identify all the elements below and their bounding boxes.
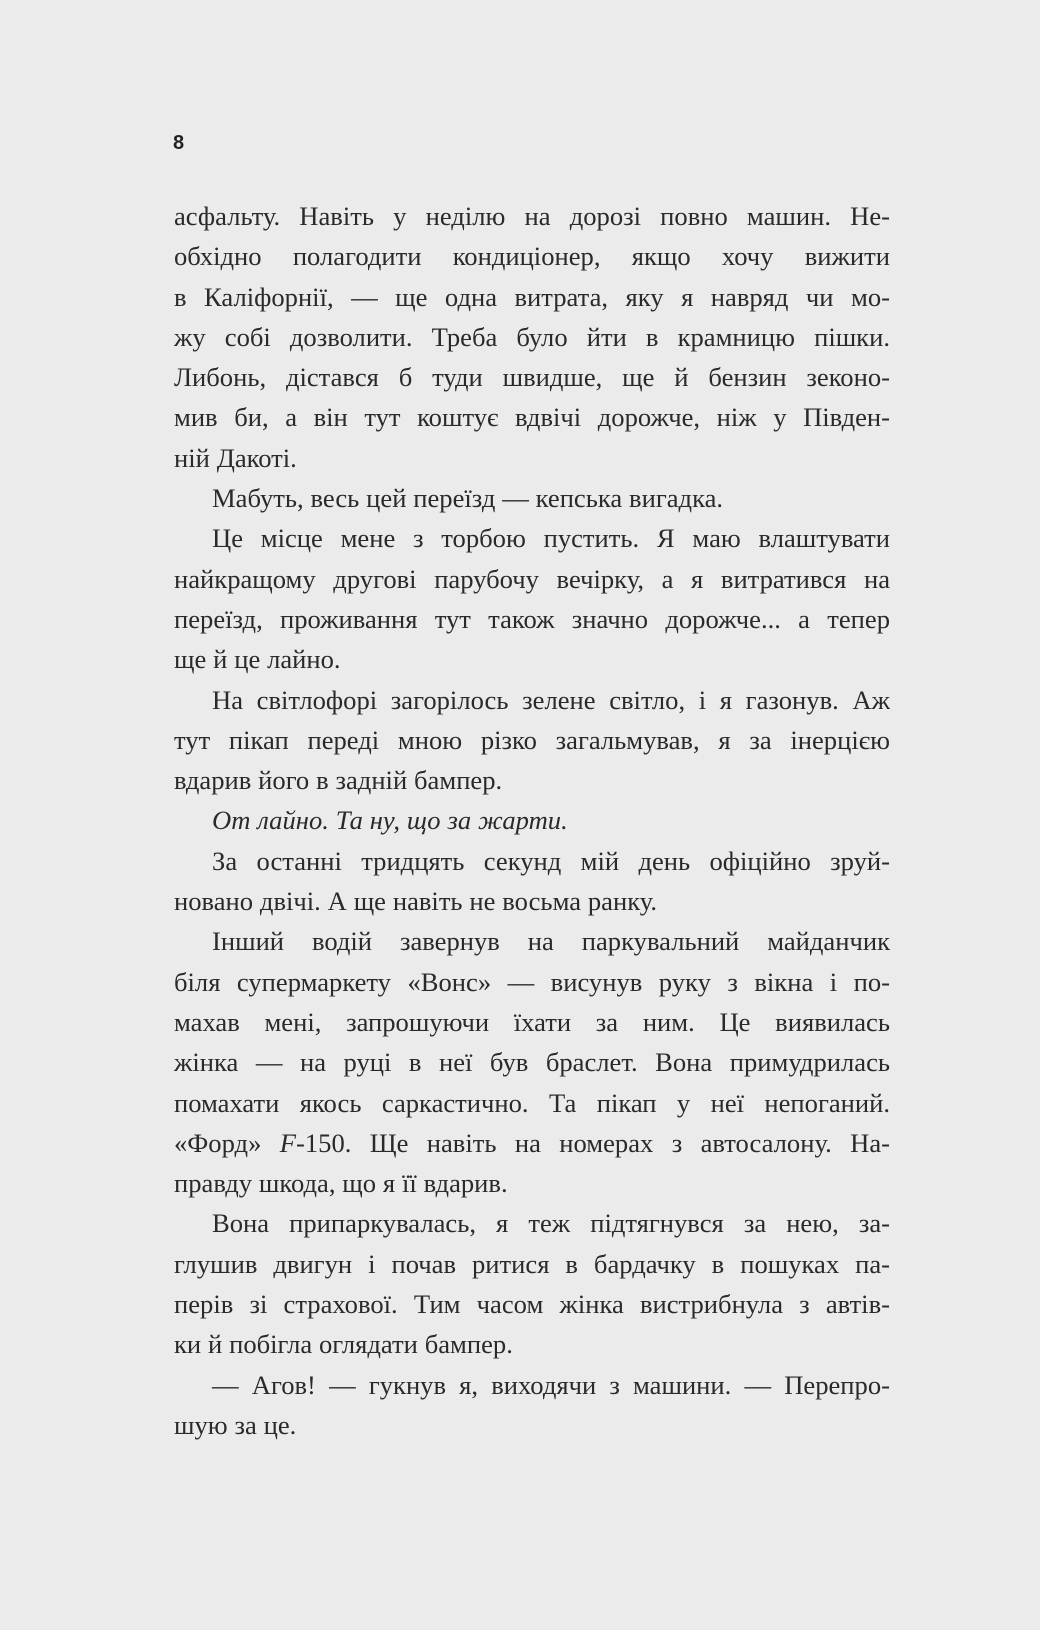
- text-line: За останні тридцять секунд мій день офіційно зруй-: [212, 845, 890, 876]
- paragraph: [174, 478, 890, 518]
- text-line: асфальту. Навіть у неділю на дорозі повно машин. Не-: [174, 201, 890, 231]
- paragraph: [174, 921, 890, 1203]
- text-line: тут пікап переді мною різко загальмував, я за інерцією: [174, 724, 890, 755]
- text-line: в Каліфорнії, — ще одна витрата, яку я навряд чи мо-: [174, 281, 890, 312]
- text-line: обхідно полагодити кондиціонер, якщо хочу вижити: [174, 241, 890, 272]
- paragraph: [174, 518, 890, 679]
- paragraph: [174, 680, 890, 801]
- text-line: жу собі дозволити. Треба було йти в крамницю пішки.: [174, 321, 890, 352]
- text-line: — Агов! — гукнув я, виходячи з машини. — Перепро-: [212, 1369, 890, 1400]
- text-line: Мабуть, весь цей переїзд — кепська вигадка.: [212, 483, 724, 514]
- text-line: вдарив його в задній бампер.: [174, 765, 503, 796]
- text-line: помахати якось саркастично. Та пікап у неї непоганий.: [174, 1087, 890, 1118]
- text-line: перів зі страхової. Тим часом жінка вистрибнула з автів-: [174, 1289, 890, 1320]
- paragraph-italic: [174, 800, 890, 840]
- text-line: мив би, а він тут коштує вдвічі дорожче, ніж у Півден-: [174, 402, 890, 433]
- text-line: найкращому другові парубочу вечірку, а я витратився на: [174, 563, 890, 594]
- text-line: глушив двигун і почав ритися в бардачку в пошуках па-: [174, 1248, 890, 1279]
- paragraph: [174, 841, 890, 922]
- text-line: переїзд, проживання тут також значно дорожче... а тепер: [174, 603, 890, 634]
- text-line: біля супермаркету «Вонс» — висунув руку з вікна і по-: [174, 966, 890, 997]
- text-line: ки й побігла оглядати бампер.: [174, 1329, 513, 1360]
- text-line: жінка — на руці в неї був браслет. Вона примудрилась: [174, 1047, 890, 1078]
- text-line-model-name: «Форд» F-150. Ще навіть на номерах з автосалону. На-: [174, 1127, 890, 1158]
- text-line: Либонь, дістався б туди швидше, ще й бензин зеконо-: [174, 362, 890, 393]
- text-line: От лайно. Та ну, що за жарти.: [212, 805, 568, 836]
- text-line: Вона припаркувалась, я теж підтягнувся за нею, за-: [212, 1208, 890, 1239]
- text-line: Це місце мене з торбою пустить. Я маю влаштувати: [212, 523, 890, 554]
- text-line: ще й це лайно.: [174, 644, 341, 675]
- text-line: правду шкода, що я її вдарив.: [174, 1168, 508, 1199]
- text-line: новано двічі. А ще навіть не восьма ранку.: [174, 886, 658, 917]
- paragraph: [174, 196, 890, 478]
- page-number: 8: [173, 132, 185, 154]
- text-line: Інший водій завернув на паркувальний майданчик: [212, 926, 890, 957]
- text-line: На світлофорі загорілось зелене світло, і я газонув. Аж: [212, 684, 890, 715]
- text-line: ній Дакоті.: [174, 442, 297, 473]
- body-text-block: [174, 196, 890, 1445]
- text-line: махав мені, запрошуючи їхати за ним. Це виявилась: [174, 1006, 890, 1037]
- paragraph: [174, 1203, 890, 1364]
- paragraph-dialogue: [174, 1365, 890, 1446]
- text-line: шую за це.: [174, 1409, 297, 1440]
